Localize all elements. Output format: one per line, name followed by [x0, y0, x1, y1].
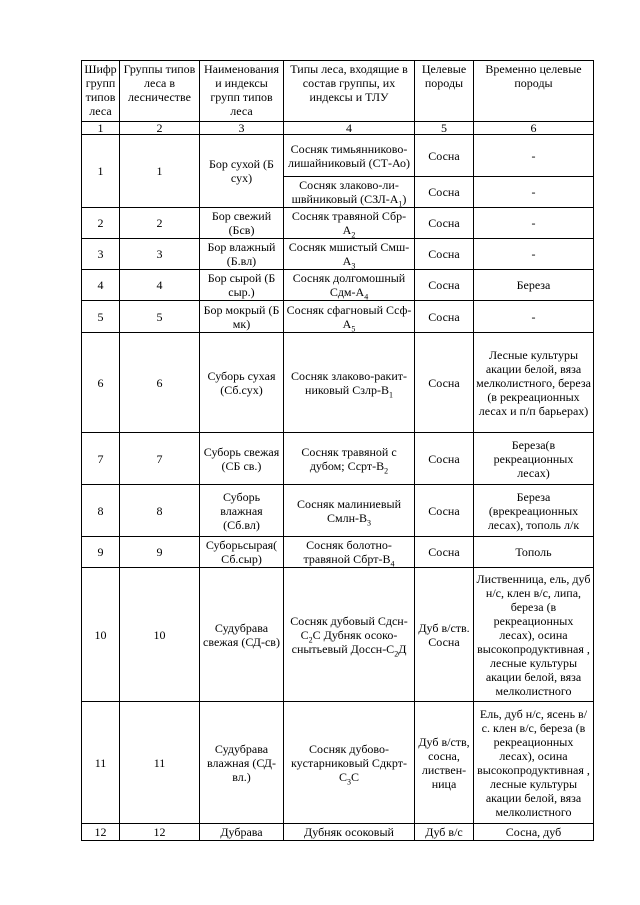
- cell-code: 2: [82, 208, 120, 239]
- cell-code: 1: [82, 135, 120, 208]
- cell-temp: -: [474, 239, 594, 270]
- cell-group: 3: [120, 239, 200, 270]
- cell-types: Сосняк малиниевый Смлн-$В_3$: [284, 485, 415, 537]
- table-row: [82, 537, 594, 568]
- cell-group: 11: [120, 702, 200, 824]
- cell-code: 8: [82, 485, 120, 537]
- cell-types: Сосняк дубово-кустарниковый Сдкрт-$С_3С$: [284, 702, 415, 824]
- cell-name: Судубрава свежая (СД-св): [200, 568, 284, 702]
- cell-code: 6: [82, 333, 120, 433]
- cell-name: Бор влажный (Б.вл): [200, 239, 284, 270]
- header-temp: Временно целевые породы: [474, 61, 594, 122]
- column-number: 2: [120, 122, 200, 135]
- table-row: [82, 568, 594, 702]
- cell-name: Бор свежий (Бсв): [200, 208, 284, 239]
- cell-group: 8: [120, 485, 200, 537]
- header-code: Шифр групп типов леса: [82, 61, 120, 122]
- cell-code: 5: [82, 301, 120, 333]
- forest-type-table: [81, 60, 594, 841]
- cell-code: 7: [82, 433, 120, 485]
- cell-group: 2: [120, 208, 200, 239]
- cell-temp: Береза (врекреационных лесах), тополь л/к: [474, 485, 594, 537]
- cell-target: Сосна: [415, 208, 474, 239]
- cell-temp: -: [474, 177, 594, 208]
- cell-temp: Лиственница, ель, дуб н/с, клен в/с, липа, береза (в рекреационных лесах), осина высокопродуктивная , лесные культуры акации белой, вяза мелколистного: [474, 568, 594, 702]
- table-body: [82, 135, 594, 841]
- cell-target: Сосна: [415, 239, 474, 270]
- cell-types: Сосняк злаково-ли-швйниковый $(СЗЛ-А_1)$: [284, 177, 415, 208]
- column-number: 6: [474, 122, 594, 135]
- cell-group: 1: [120, 135, 200, 208]
- table-row: [82, 135, 594, 177]
- cell-temp: Тополь: [474, 537, 594, 568]
- header-name: Наименования и индексы групп типов леса: [200, 61, 284, 122]
- table-row: [82, 824, 594, 841]
- cell-target: Сосна: [415, 333, 474, 433]
- table-row: [82, 270, 594, 301]
- cell-code: 10: [82, 568, 120, 702]
- cell-group: 4: [120, 270, 200, 301]
- table-row: [82, 702, 594, 824]
- cell-group: 9: [120, 537, 200, 568]
- cell-target: Сосна: [415, 485, 474, 537]
- table-row: [82, 333, 594, 433]
- cell-target: Сосна: [415, 301, 474, 333]
- cell-group: 6: [120, 333, 200, 433]
- cell-name: Суборь сухая (Сб.сух): [200, 333, 284, 433]
- header-group: Группы типов леса в лесничестве: [120, 61, 200, 122]
- header-row: [82, 61, 594, 122]
- table-row: [82, 433, 594, 485]
- cell-types: Сосняк дубовый Сдсн-$С_2С$ Дубняк осоко-снытьевый Доссн-$С_2Д$: [284, 568, 415, 702]
- cell-code: 3: [82, 239, 120, 270]
- column-number-row: [82, 122, 594, 135]
- cell-temp: -: [474, 208, 594, 239]
- cell-types: Сосняк травяной Сбр-$А_2$: [284, 208, 415, 239]
- cell-group: 7: [120, 433, 200, 485]
- cell-group: 10: [120, 568, 200, 702]
- cell-name: Суборьсырая( Сб.сыр): [200, 537, 284, 568]
- cell-code: 11: [82, 702, 120, 824]
- cell-name: Дубрава: [200, 824, 284, 841]
- cell-target: Дуб в/ств, сосна, листвен-ница: [415, 702, 474, 824]
- cell-target: Дуб в/ств. Сосна: [415, 568, 474, 702]
- cell-name: Бор сухой (Б сух): [200, 135, 284, 208]
- cell-types: Сосняк долгомошный Сдм-$А_4$: [284, 270, 415, 301]
- cell-name: Судубрава влажная (СД-вл.): [200, 702, 284, 824]
- cell-types: Сосняк мшистый Смш-$А_3$: [284, 239, 415, 270]
- cell-name: Суборь свежая (СБ св.): [200, 433, 284, 485]
- cell-temp: Ель, дуб н/с, ясень в/с. клен в/с, береза (в рекреационных лесах), осина высокопродуктивная , лесные культуры акации белой, вяза мелколистного: [474, 702, 594, 824]
- cell-types: Сосняк травяной с дубом; Ссрт-$В_2$: [284, 433, 415, 485]
- header-target: Целевые породы: [415, 61, 474, 122]
- cell-temp: Лесные культуры акации белой, вяза мелколистного, береза (в рекреационных лесах и п/п барьерах): [474, 333, 594, 433]
- cell-target: Сосна: [415, 537, 474, 568]
- cell-name: Бор мокрый (Б мк): [200, 301, 284, 333]
- table-row: [82, 208, 594, 239]
- cell-target: Сосна: [415, 270, 474, 301]
- cell-temp: Береза(в рекреационных лесах): [474, 433, 594, 485]
- cell-types: Сосняк тимьянниково-лишайниковый (СТ-Ао): [284, 135, 415, 177]
- cell-types: Дубняк осоковый: [284, 824, 415, 841]
- header-types: Типы леса, входящие в состав группы, их индексы и ТЛУ: [284, 61, 415, 122]
- table-row: [82, 485, 594, 537]
- column-number: 5: [415, 122, 474, 135]
- cell-types: Сосняк сфагновый Ссф-$А_5$: [284, 301, 415, 333]
- cell-temp: -: [474, 135, 594, 177]
- table-row: [82, 239, 594, 270]
- cell-temp: Береза: [474, 270, 594, 301]
- cell-target: Сосна: [415, 433, 474, 485]
- cell-name: Бор сырой (Б сыр.): [200, 270, 284, 301]
- table-row: [82, 301, 594, 333]
- cell-types: Сосняк болотно-травяной Сбрт-$В_4$: [284, 537, 415, 568]
- cell-temp: Сосна, дуб: [474, 824, 594, 841]
- cell-target: Дуб в/с: [415, 824, 474, 841]
- cell-code: 12: [82, 824, 120, 841]
- cell-group: 12: [120, 824, 200, 841]
- column-number: 1: [82, 122, 120, 135]
- column-number: 3: [200, 122, 284, 135]
- column-number: 4: [284, 122, 415, 135]
- cell-code: 9: [82, 537, 120, 568]
- cell-code: 4: [82, 270, 120, 301]
- cell-types: Сосняк злаково-ракит-никовый Сзлр-$В_1$: [284, 333, 415, 433]
- cell-target: Сосна: [415, 177, 474, 208]
- cell-target: Сосна: [415, 135, 474, 177]
- cell-name: Суборь влажная (Сб.вл): [200, 485, 284, 537]
- cell-group: 5: [120, 301, 200, 333]
- cell-temp: -: [474, 301, 594, 333]
